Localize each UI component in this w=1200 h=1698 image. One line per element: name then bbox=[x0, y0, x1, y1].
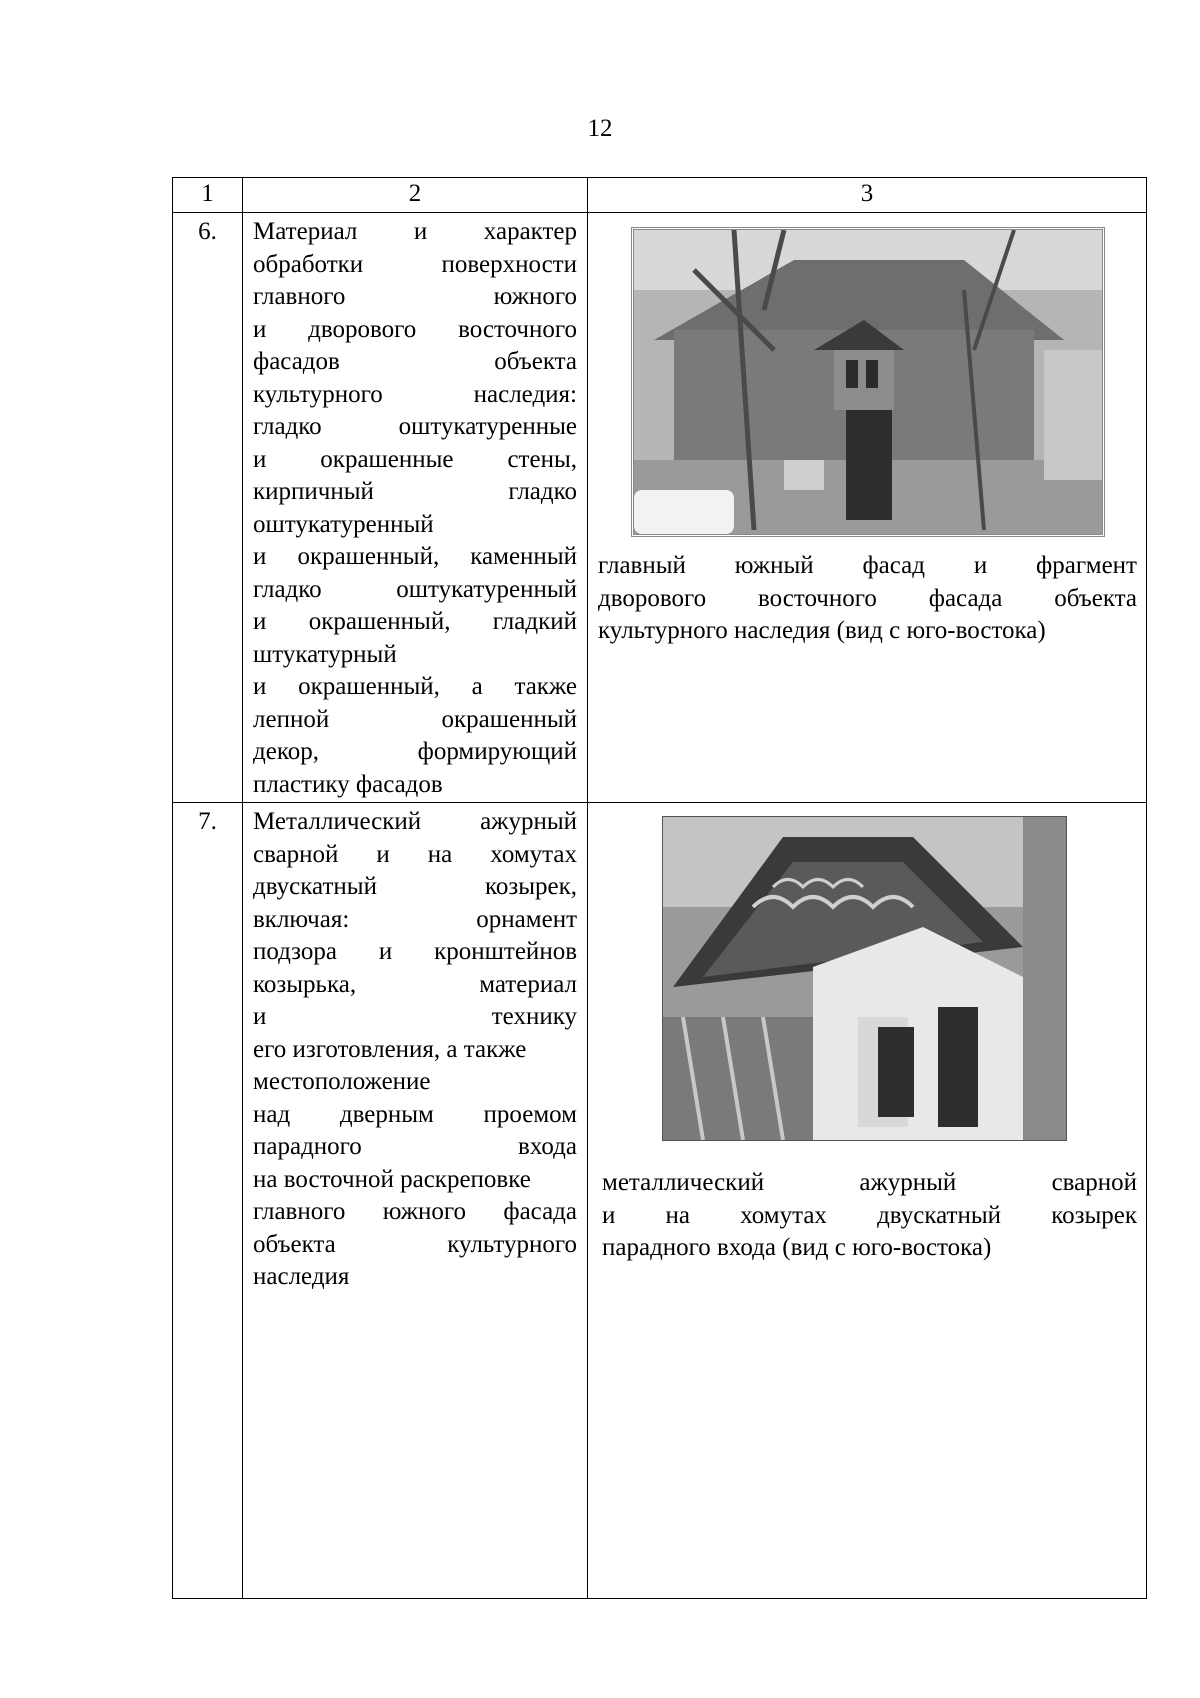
description-line: пластику фасадов bbox=[253, 770, 443, 798]
row-description bbox=[243, 803, 588, 1599]
description-line: оштукатуренный bbox=[253, 510, 434, 538]
heritage-table bbox=[172, 177, 1147, 1599]
row-description bbox=[243, 213, 588, 803]
row-number: 6. bbox=[173, 213, 243, 803]
description-line: главного южного bbox=[253, 283, 577, 310]
row-photo-cell bbox=[588, 803, 1147, 1599]
description-line: главного южного фасада bbox=[253, 1198, 577, 1225]
canopy-photo bbox=[662, 816, 1067, 1141]
photo-caption bbox=[598, 550, 1137, 648]
description-line: гладко оштукатуренные bbox=[253, 413, 577, 440]
table-header-row bbox=[173, 178, 1147, 213]
caption-line: главный южный фасад и фрагмент bbox=[598, 552, 1137, 579]
description-line: культурного наследия: bbox=[253, 380, 577, 408]
header-cell-2: 2 bbox=[243, 178, 588, 213]
row-number: 7. bbox=[173, 803, 243, 1599]
caption-line: и на хомутах двускатный козырек bbox=[602, 1201, 1137, 1229]
description-line: на восточной раскреповке bbox=[253, 1165, 531, 1193]
description-line: подзора и кронштейнов bbox=[253, 938, 577, 965]
description-line: и окрашенный, а также bbox=[253, 673, 577, 700]
description-line: включая: орнамент bbox=[253, 905, 577, 933]
description-line: и окрашенный, гладкий bbox=[253, 608, 577, 635]
row-photo-cell bbox=[588, 213, 1147, 803]
caption-line: дворового восточного фасада объекта bbox=[598, 584, 1137, 612]
table-row bbox=[173, 213, 1147, 803]
description-line: и технику bbox=[253, 1003, 577, 1030]
description-line: Материал и характер bbox=[253, 218, 577, 245]
table-row bbox=[173, 803, 1147, 1599]
description-line: сварной и на хомутах bbox=[253, 840, 577, 868]
page-number: 12 bbox=[587, 115, 613, 142]
description-line: декор, формирующий bbox=[253, 738, 577, 765]
description-line: и окрашенные стены, bbox=[253, 445, 577, 473]
description-line: кирпичный гладко bbox=[253, 478, 577, 505]
caption-line: парадного входа (вид с юго-востока) bbox=[602, 1234, 992, 1261]
description-line: его изготовления, а также bbox=[253, 1035, 527, 1063]
photo-caption bbox=[602, 1167, 1137, 1265]
description-line: парадного входа bbox=[253, 1133, 577, 1160]
description-line: и окрашенный, каменный bbox=[253, 543, 577, 570]
description-line: объекта культурного bbox=[253, 1230, 577, 1258]
description-line: гладко оштукатуренный bbox=[253, 575, 577, 603]
description-line: местоположение bbox=[253, 1068, 431, 1095]
header-cell-3: 3 bbox=[588, 178, 1147, 213]
description-line: фасадов объекта bbox=[253, 348, 577, 375]
description-line: козырька, материал bbox=[253, 970, 577, 998]
caption-line: культурного наследия (вид с юго-востока) bbox=[598, 617, 1046, 644]
description-line: обработки поверхности bbox=[253, 250, 577, 278]
facade-photo bbox=[631, 227, 1105, 537]
description-line: лепной окрашенный bbox=[253, 705, 577, 733]
description-line: и дворового восточного bbox=[253, 315, 577, 343]
description-line: над дверным проемом bbox=[253, 1100, 577, 1128]
facade-photo-image bbox=[634, 230, 1102, 534]
caption-line: металлический ажурный сварной bbox=[602, 1169, 1137, 1196]
description-line: Металлический ажурный bbox=[253, 808, 577, 835]
description-line: двускатный козырек, bbox=[253, 873, 577, 900]
description-line: наследия bbox=[253, 1263, 350, 1290]
canopy-photo-image bbox=[663, 817, 1066, 1140]
description-line: штукатурный bbox=[253, 640, 397, 668]
header-cell-1: 1 bbox=[173, 178, 243, 213]
